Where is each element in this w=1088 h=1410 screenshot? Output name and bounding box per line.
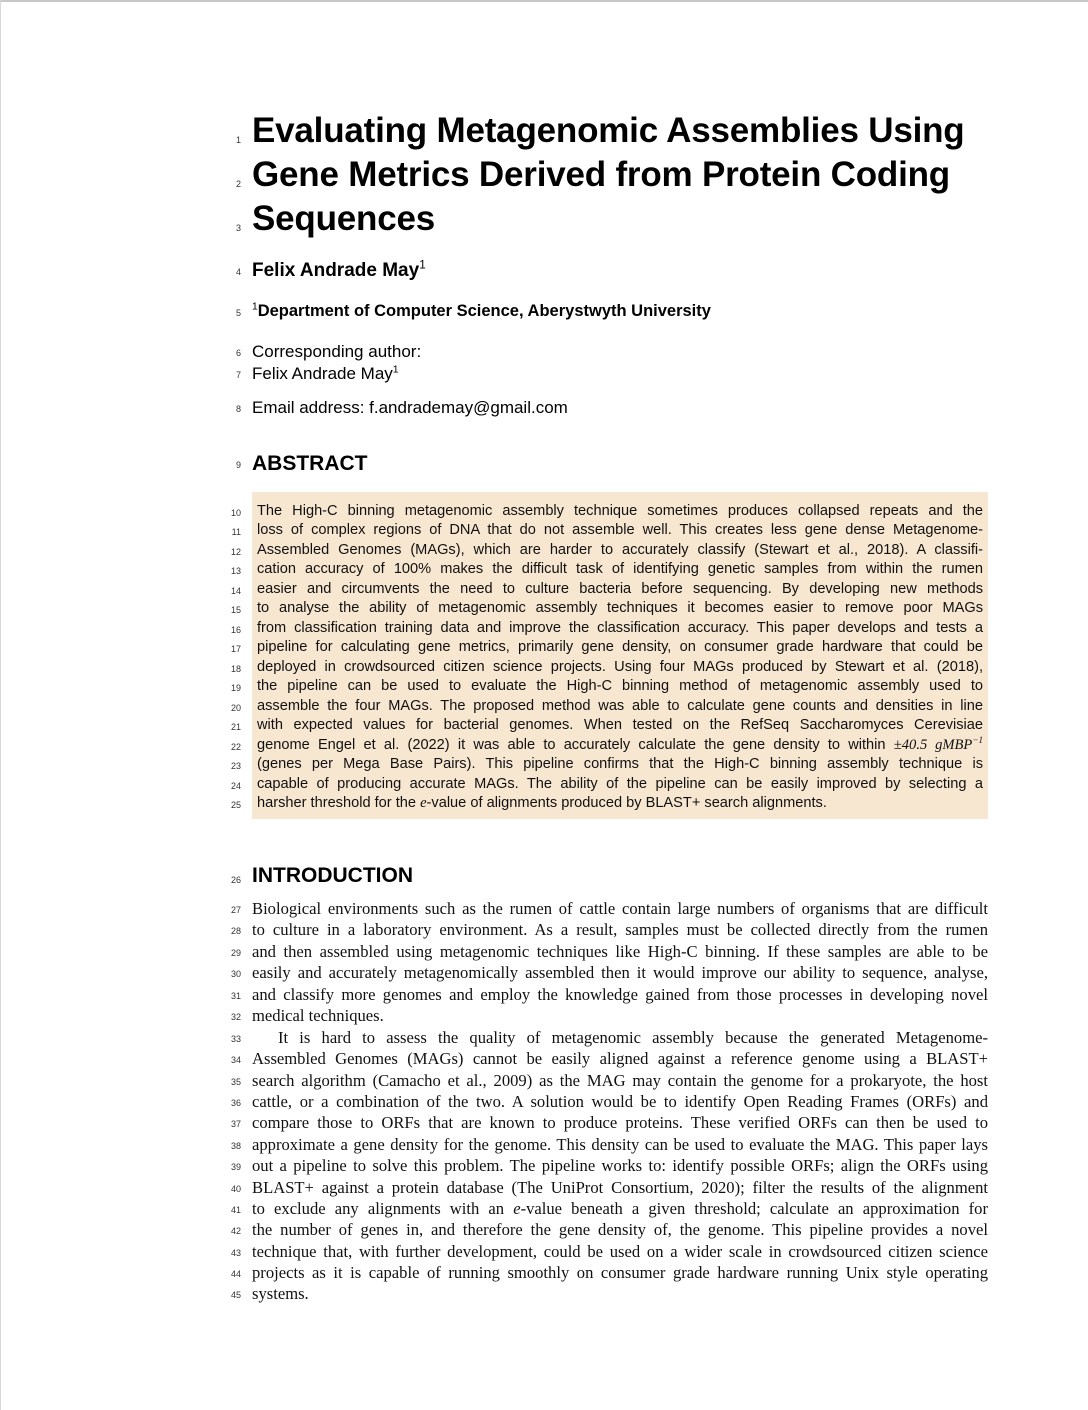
paper-title-line: Gene Metrics Derived from Protein Coding <box>252 155 950 194</box>
line-number: 45 <box>230 1290 241 1300</box>
abstract-line: pipeline for calculating gene metrics, primarily gene density, on consumer grade hardware that could be <box>257 639 983 655</box>
line-number: 32 <box>230 1012 241 1022</box>
line-number: 18 <box>230 664 241 674</box>
line-number: 17 <box>230 644 241 654</box>
introduction-line: the number of genes in, and therefore the gene density of, the genome. This pipeline provides a novel <box>252 1220 988 1239</box>
introduction-line: medical techniques. <box>252 1006 384 1025</box>
abstract-line: the pipeline can be used to evaluate the High-C binning method of metagenomic assembly used to <box>257 678 983 694</box>
line-number: 25 <box>230 800 241 810</box>
abstract-line: loss of complex regions of DNA that do not assemble well. This creates less gene dense Metagenome- <box>257 522 983 538</box>
line-number: 39 <box>230 1162 241 1172</box>
line-number: 21 <box>230 722 241 732</box>
line-number: 16 <box>230 625 241 635</box>
introduction-line: It is hard to assess the quality of metagenomic assembly because the generated Metagenome- <box>278 1028 988 1047</box>
line-number: 35 <box>230 1077 241 1087</box>
line-number: 7 <box>235 370 241 380</box>
line-number: 4 <box>235 267 241 277</box>
abstract-line: cation accuracy of 100% makes the difficult task of identifying genetic samples from within the rumen <box>257 561 983 577</box>
paper-title-line: Sequences <box>252 199 436 238</box>
introduction-line: technique that, with further development, could be used on a wider scale in crowdsourced citizen science <box>252 1242 988 1261</box>
line-number: 24 <box>230 781 241 791</box>
introduction-line: systems. <box>252 1284 309 1303</box>
author-affiliation: $^1$Department of Computer Science, Aberystwyth University <box>252 301 711 320</box>
line-number: 38 <box>230 1141 241 1151</box>
line-number: 31 <box>230 991 241 1001</box>
line-number: 20 <box>230 703 241 713</box>
line-number: 12 <box>230 547 241 557</box>
paper-title-line: Evaluating Metagenomic Assemblies Using <box>252 111 965 150</box>
introduction-line: projects as it is capable of running smoothly on consumer grade hardware running Unix style operating <box>252 1263 988 1282</box>
line-number: 28 <box>230 926 241 936</box>
introduction-line: to exclude any alignments with an e-value beneath a given threshold; calculate an approximation for <box>252 1199 988 1218</box>
abstract-line: harsher threshold for the e-value of alignments produced by BLAST+ search alignments. <box>257 795 827 811</box>
line-number: 26 <box>230 875 241 885</box>
introduction-line: Assembled Genomes (MAGs) cannot be easily aligned against a reference genome using a BLAST+ <box>252 1049 988 1068</box>
introduction-line: to culture in a laboratory environment. As a result, samples must be collected directly from the rumen <box>252 920 988 939</box>
corresponding-name: Felix Andrade May$^1$ <box>252 363 399 383</box>
abstract-line: genome Engel et al. (2022) it was able to accurately calculate the gene density to within ±40.5 gMBP$^{-1}$ <box>257 735 983 753</box>
introduction-line: and then assembled using metagenomic techniques like High-C binning. If these samples are able to be <box>252 942 988 961</box>
abstract-line: The High-C binning metagenomic assembly technique sometimes produces collapsed repeats and the <box>257 503 983 519</box>
introduction-line: BLAST+ against a protein database (The UniProt Consortium, 2020); filter the results of the alignment <box>252 1178 988 1197</box>
line-number: 14 <box>230 586 241 596</box>
line-number: 10 <box>230 508 241 518</box>
line-number: 30 <box>230 969 241 979</box>
abstract-line: to analyse the ability of metagenomic assembly techniques it becomes easier to remove poor MAGs <box>257 600 983 616</box>
abstract-line: with expected values for bacterial genomes. When tested on the RefSeq Saccharomyces Cerevisiae <box>257 717 983 733</box>
abstract-line: easier and circumvents the need to culture bacteria before sequencing. By developing new methods <box>257 581 983 597</box>
abstract-line: deployed in crowdsourced citizen science projects. Using four MAGs produced by Stewart et al. (2018), <box>257 659 983 675</box>
line-number: 19 <box>230 683 241 693</box>
abstract-line: capable of producing accurate MAGs. The ability of the pipeline can be easily improved by selecting a <box>257 776 983 792</box>
line-number: 5 <box>235 308 241 318</box>
line-number: 42 <box>230 1226 241 1236</box>
gene-density-value: ±40.5 gMBP <box>893 737 973 753</box>
introduction-line: and classify more genomes and employ the knowledge gained from those processes in developing novel <box>252 985 988 1004</box>
abstract-line: (genes per Mega Base Pairs). This pipeline confirms that the High-C binning assembly technique is <box>257 756 983 772</box>
corresponding-label: Corresponding author: <box>252 342 422 361</box>
line-number: 11 <box>231 527 241 537</box>
line-number: 6 <box>235 348 241 358</box>
introduction-line: search algorithm (Camacho et al., 2009) as the MAG may contain the genome for a prokaryote, the host <box>252 1071 988 1090</box>
abstract-heading: ABSTRACT <box>252 452 368 475</box>
line-number: 9 <box>235 460 241 470</box>
abstract-line: from classification training data and improve the classification accuracy. This paper develops and tests a <box>257 620 983 636</box>
line-number: 13 <box>230 566 241 576</box>
line-number: 44 <box>230 1269 241 1279</box>
introduction-line: cattle, or a combination of the two. A solution would be to identify Open Reading Frames (ORFs) and <box>252 1092 988 1111</box>
line-number: 34 <box>230 1055 241 1065</box>
line-number: 33 <box>230 1034 241 1044</box>
line-number: 8 <box>235 404 241 414</box>
email-address: Email address: f.andrademay@gmail.com <box>252 398 568 417</box>
line-number: 22 <box>230 742 241 752</box>
line-number: 15 <box>230 605 241 615</box>
introduction-line: compare those to ORFs that are known to produce proteins. These verified ORFs can then be used to <box>252 1113 988 1132</box>
line-number: 29 <box>230 948 241 958</box>
abstract-line: assemble the four MAGs. The proposed method was able to calculate gene counts and densities in line <box>257 698 983 714</box>
line-number: 3 <box>235 223 241 233</box>
author-name: Felix Andrade May$^1$ <box>252 258 426 281</box>
line-number: 23 <box>230 761 241 771</box>
line-number: 2 <box>235 179 241 189</box>
introduction-line: approximate a gene density for the genome. This density can be used to evaluate the MAG. This paper lays <box>252 1135 988 1154</box>
introduction-line: easily and accurately metagenomically assembled then it would improve our ability to sequence, analyse, <box>252 963 988 982</box>
line-number: 37 <box>230 1119 241 1129</box>
line-number: 1 <box>235 135 241 145</box>
abstract-line: Assembled Genomes (MAGs), which are harder to accurately classify (Stewart et al., 2018). A classifi- <box>257 542 983 558</box>
line-number: 27 <box>230 905 241 915</box>
line-number: 36 <box>230 1098 241 1108</box>
line-number: 41 <box>230 1205 241 1215</box>
introduction-line: out a pipeline to solve this problem. The pipeline works to: identify possible ORFs; align the ORFs using <box>252 1156 988 1175</box>
line-number: 43 <box>230 1248 241 1258</box>
line-number: 40 <box>230 1184 241 1194</box>
introduction-heading: INTRODUCTION <box>252 864 413 887</box>
introduction-line: Biological environments such as the rumen of cattle contain large numbers of organisms that are difficult <box>252 899 988 918</box>
